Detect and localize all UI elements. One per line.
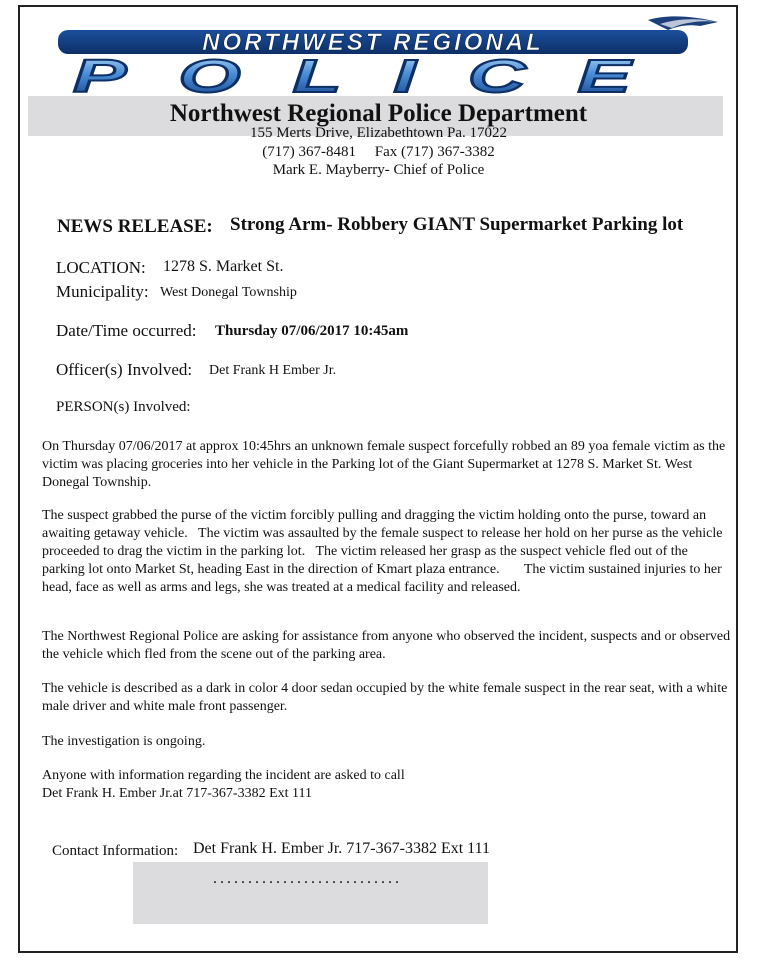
datetime-value: Thursday 07/06/2017 10:45am [215,323,409,339]
municipality-label: Municipality: [56,282,149,301]
contact-value: Det Frank H. Ember Jr. 717-367-3382 Ext 111 [193,840,490,857]
news-release-label: NEWS RELEASE: [57,216,213,237]
datetime-label: Date/Time occurred: [56,321,197,340]
body-paragraph-assistance: The Northwest Regional Police are asking for assistance from anyone who observed the incident, suspects and or observed the vehicle which fled from the scene out of the parking area. [42,629,731,662]
chief-of-police: Mark E. Mayberry- Chief of Police [272,162,485,178]
persons-label: PERSON(s) Involved: [56,399,191,415]
officers-value: Det Frank H Ember Jr. [209,363,337,378]
body-paragraph-ongoing: The investigation is ongoing. [42,734,206,749]
location-label: LOCATION: [56,258,146,277]
body-paragraph-call [42,767,732,803]
department-address: 155 Merts Drive, Elizabethtown Pa. 17022 [249,125,508,141]
signature-dots: ........................... [213,870,402,887]
call-line-1: Anyone with information regarding the incident are asked to call [42,768,405,783]
logo-line1: NORTHWEST REGIONAL [202,29,544,56]
location-value: 1278 S. Market St. [163,258,284,275]
body-paragraph-details: The suspect grabbed the purse of the victim forcibly pulling and dragging the victim holding onto the purse, toward an awaiting getaway vehicle. The victim was assaulted by the female suspect to release her hold on her purse as the vehicle proceeded to drag the victim in the parking lot. The victim released her grasp as the suspect vehicle fled out of the parking lot onto Market St, heading East in the direction of Kmart plaza entrance. The victim sustained injuries to her head, face as well as arms and legs, she was treated at a medical facility and released. [42,508,726,595]
department-phone-fax: (717) 367-8481 Fax (717) 367-3382 [262,144,495,160]
body-paragraph-vehicle: The vehicle is described as a dark in color 4 door sedan occupied by the white female suspect in the rear seat, with a white male driver and white male front passenger. [42,681,728,714]
police-logo [28,14,728,94]
call-line-2: Det Frank H. Ember Jr.at 717-367-3382 Ext 111 [42,786,312,801]
news-release-title: Strong Arm- Robbery GIANT Supermarket Parking lot [230,214,684,235]
department-name: Northwest Regional Police Department [169,100,588,127]
officers-label: Officer(s) Involved: [56,360,193,379]
body-paragraph-incident: On Thursday 07/06/2017 at approx 10:45hrs an unknown female suspect forcefully robbed an 89 yoa female victim as the victim was placing groceries into her vehicle in the Parking lot of the Giant Supermarket at 1278 S. Market St. West Donegal Township. [42,439,726,490]
municipality-value: West Donegal Township [160,285,297,300]
logo-line2: POLICE [73,50,683,94]
contact-label: Contact Information: [52,843,179,859]
